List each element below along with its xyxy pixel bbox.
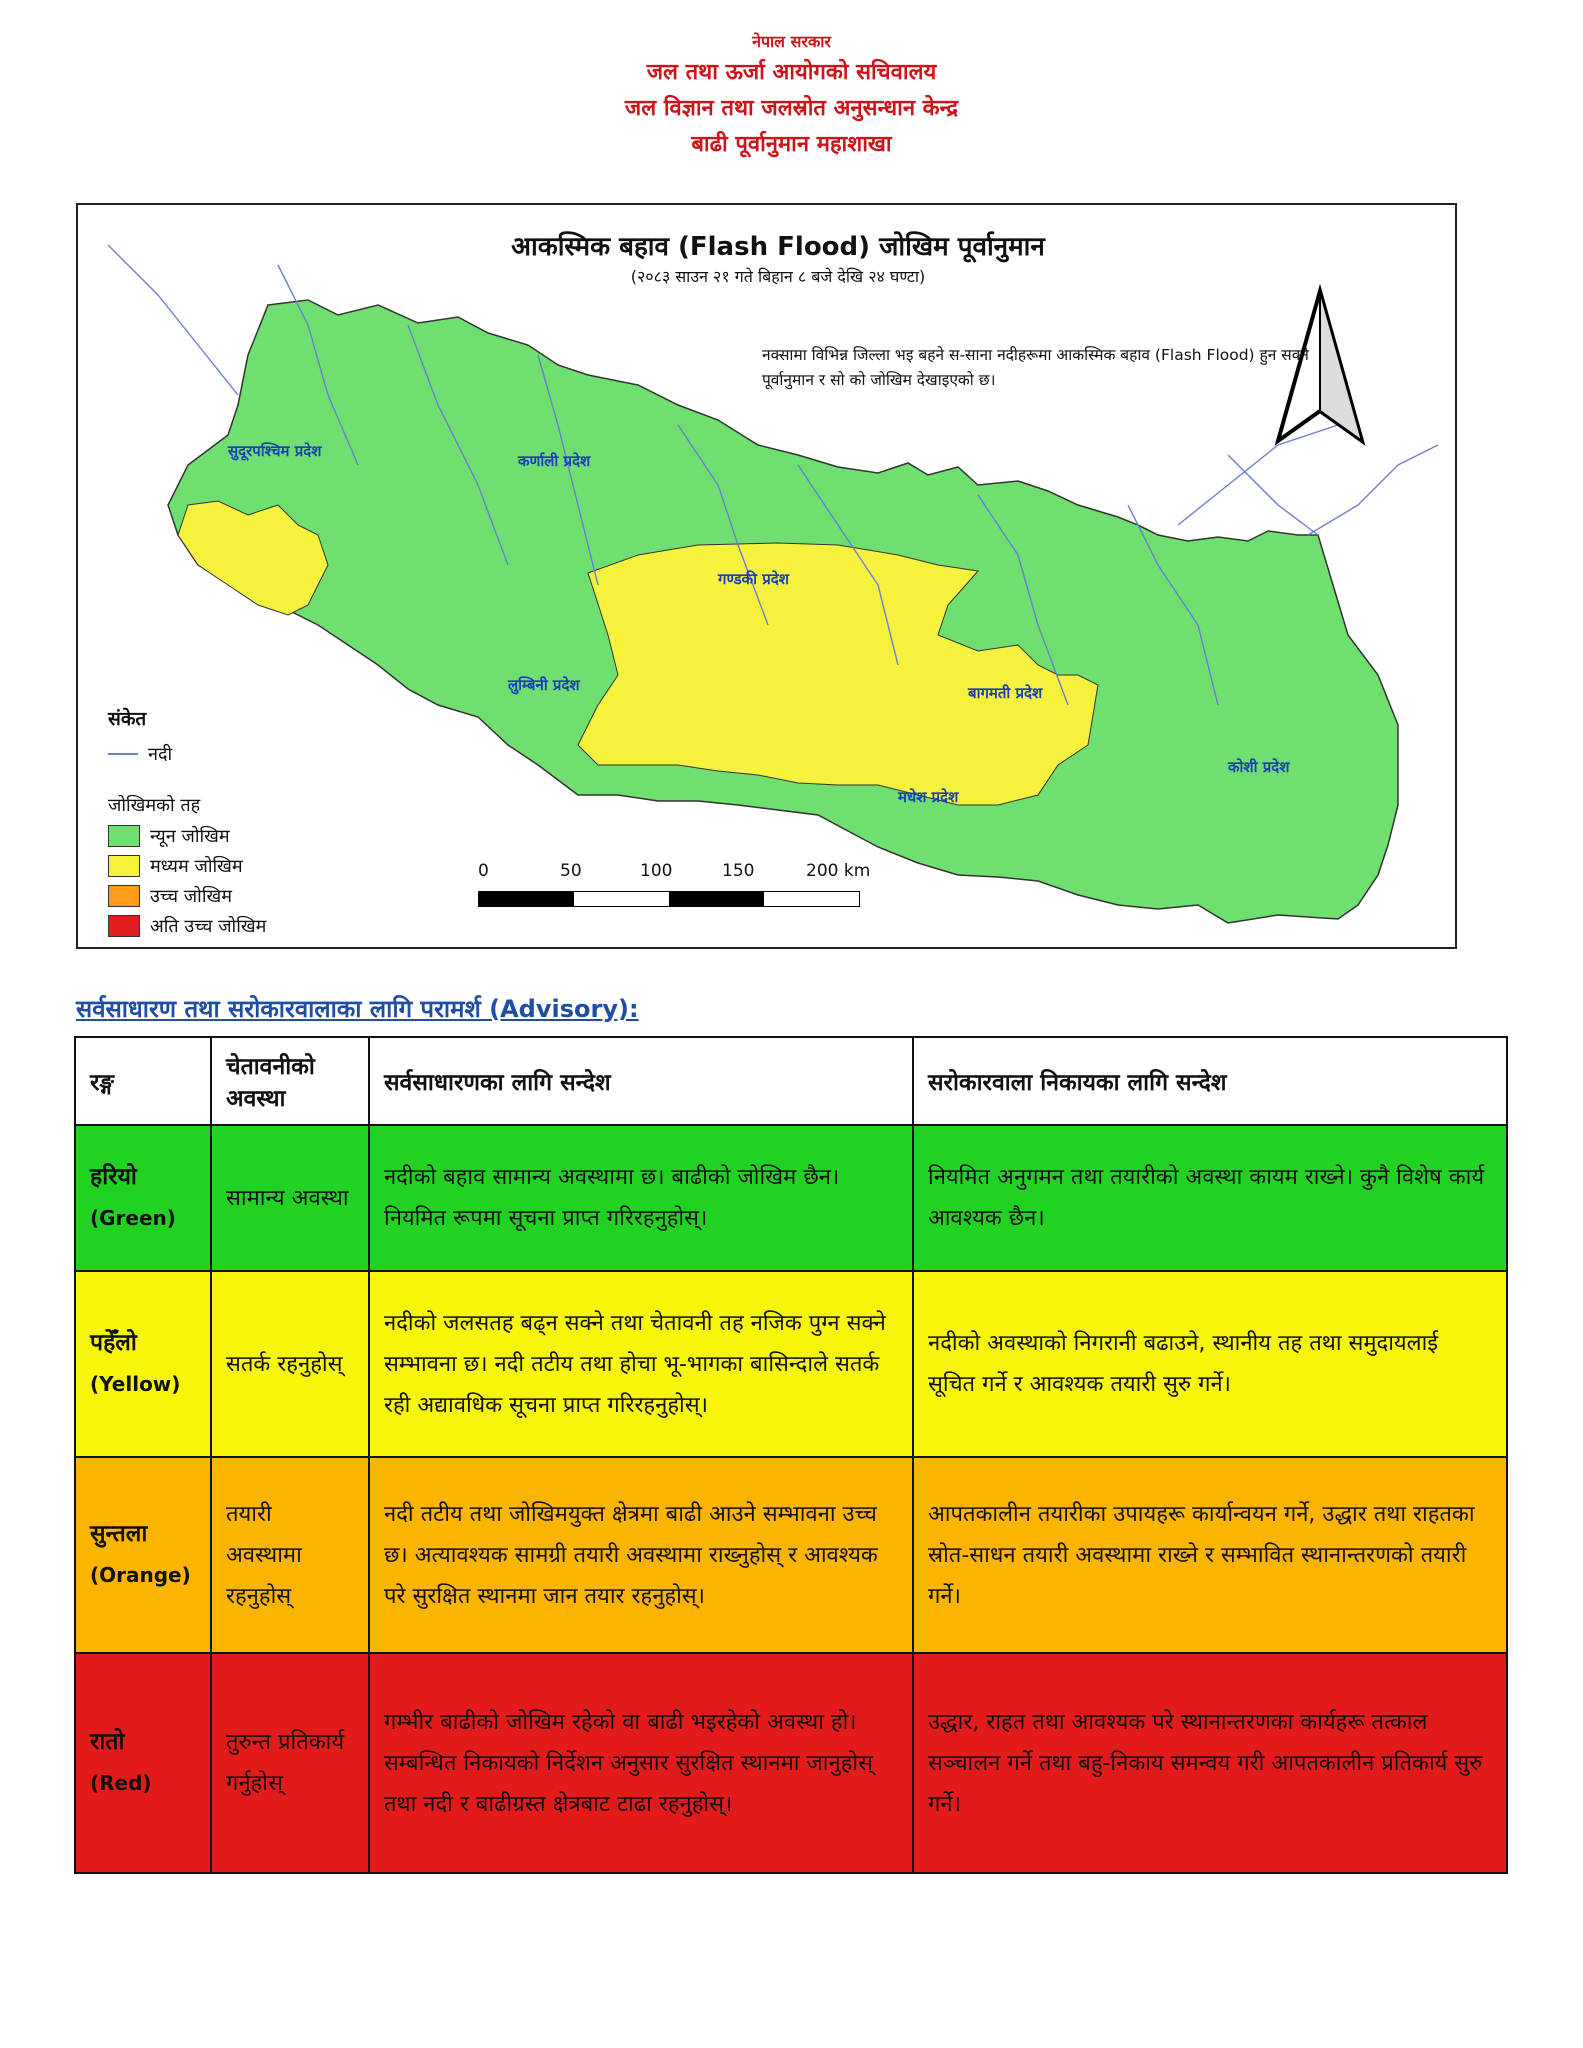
header-department: जल विज्ञान तथा जलस्रोत अनुसन्धान केन्द्र (624, 96, 959, 121)
table-row (75, 1271, 1507, 1457)
legend-river-row (108, 739, 408, 769)
public-message-cell: नदीको बहाव सामान्य अवस्थामा छ। बाढीको जोखिम छैन। नियमित रूपमा सूचना प्राप्त गरिरहनुहोस्। (369, 1125, 913, 1271)
legend-swatch-green (108, 825, 140, 847)
color-cell (75, 1457, 211, 1653)
province-label: लुम्बिनी प्रदेश (508, 676, 580, 694)
legend-level-row (108, 821, 408, 851)
color-cell (75, 1271, 211, 1457)
stakeholder-message-cell: नदीको अवस्थाको निगरानी बढाउने, स्थानीय तह तथा समुदायलाई सूचित गर्ने र आवश्यक तयारी सुरु गर्ने। (913, 1271, 1507, 1457)
map-subtitle: (२०८३ साउन २१ गते बिहान ८ बजे देखि २४ घण्टा) (630, 267, 926, 286)
public-message-cell: गम्भीर बाढीको जोखिम रहेको वा बाढी भइरहेको अवस्था हो। सम्बन्धित निकायको निर्देशन अनुसार सुरक्षित स्थानमा जानुहोस् तथा नदी र बाढीग्रस्त क्षेत्रबाट टाढा रहनुहोस्। (369, 1653, 913, 1873)
scale-segments (478, 891, 860, 907)
map-note: नक्सामा विभिन्न जिल्ला भइ बहने स-साना नदीहरूमा आकस्मिक बहाव (Flash Flood) हुन सक्ने पूर्वानुमान र सो को जोखिम देखाइएको छ। (762, 346, 1309, 389)
legend-level-row (108, 911, 408, 941)
legend-swatch-orange (108, 885, 140, 907)
color-name-en: (Orange) (90, 1563, 191, 1587)
province-label: मधेश प्रदेश (898, 788, 959, 806)
stakeholder-message-cell: उद्धार, राहत तथा आवश्यक परे स्थानान्तरणका कार्यहरू तत्काल सञ्चालन गर्ने तथा बहु-निकाय समन्वय गरी आपतकालीन प्रतिकार्य सुरु गर्ने। (913, 1653, 1507, 1873)
legend-level-row (108, 851, 408, 881)
scale-label: 200 km (806, 861, 871, 881)
color-name: रातो (90, 1729, 125, 1755)
legend-risk-title: जोखिमको तह (108, 795, 201, 816)
province-label: कोशी प्रदेश (1228, 758, 1290, 776)
table-row (75, 1125, 1507, 1271)
legend-swatch-yellow (108, 855, 140, 877)
map-legend (108, 705, 408, 941)
advisory-heading: सर्वसाधारण तथा सरोकारवालाका लागि परामर्श (Advisory): (76, 995, 639, 1023)
legend-title: संकेत (108, 708, 147, 730)
color-name-en: (Red) (90, 1771, 152, 1795)
legend-swatch-red (108, 915, 140, 937)
column-header: सर्वसाधारणका लागि सन्देश (369, 1037, 913, 1125)
scale-label: 0 (478, 861, 489, 881)
flash-flood-map (76, 203, 1457, 949)
column-header: सरोकारवाला निकायका लागि सन्देश (913, 1037, 1507, 1125)
legend-level-row (108, 881, 408, 911)
map-title: आकस्मिक बहाव (Flash Flood) जोखिम पूर्वानुमान (511, 232, 1045, 262)
map-scale-bar (478, 861, 928, 907)
table-row (75, 1457, 1507, 1653)
advisory-table (74, 1036, 1508, 1874)
header-division: बाढी पूर्वानुमान महाशाखा (691, 132, 892, 157)
header-government: नेपाल सरकार (752, 32, 831, 51)
header-secretariat: जल तथा ऊर्जा आयोगको सचिवालय (646, 60, 937, 85)
table-header-row (75, 1037, 1507, 1125)
scale-label: 100 (640, 861, 673, 881)
public-message-cell: नदी तटीय तथा जोखिमयुक्त क्षेत्रमा बाढी आउने सम्भावना उच्च छ। अत्यावश्यक सामग्री तयारी अवस्थामा राख्नुहोस् र आवश्यक परे सुरक्षित स्थानमा जान तयार रहनुहोस्। (369, 1457, 913, 1653)
color-name-en: (Yellow) (90, 1372, 181, 1396)
legend-river-label: नदी (148, 744, 173, 765)
province-label: सुदूरपश्चिम प्रदेश (228, 442, 322, 460)
legend-level-label: न्यून जोखिम (150, 826, 230, 847)
scale-label: 50 (560, 861, 582, 881)
color-name-en: (Green) (90, 1206, 176, 1230)
status-cell: तयारी अवस्थामा रहनुहोस् (211, 1457, 369, 1653)
column-header: रङ्ग (75, 1037, 211, 1125)
status-cell: सतर्क रहनुहोस् (211, 1271, 369, 1457)
stakeholder-message-cell: नियमित अनुगमन तथा तयारीको अवस्था कायम राख्ने। कुनै विशेष कार्य आवश्यक छैन। (913, 1125, 1507, 1271)
public-message-cell: नदीको जलसतह बढ्न सक्ने तथा चेतावनी तह नजिक पुग्न सक्ने सम्भावना छ। नदी तटीय तथा होचा भू-भागका बासिन्दाले सतर्क रही अद्यावधिक सूचना प्राप्त गरिरहनुहोस्। (369, 1271, 913, 1457)
status-cell: तुरुन्त प्रतिकार्य गर्नुहोस् (211, 1653, 369, 1873)
color-cell (75, 1125, 211, 1271)
color-name: हरियो (90, 1164, 137, 1190)
legend-level-label: अति उच्च जोखिम (150, 916, 267, 937)
color-name: सुन्तला (90, 1521, 148, 1547)
stakeholder-message-cell: आपतकालीन तयारीका उपायहरू कार्यान्वयन गर्ने, उद्धार तथा राहतका स्रोत-साधन तयारी अवस्थामा राख्ने र सम्भावित स्थानान्तरणको तयारी गर्ने। (913, 1457, 1507, 1653)
legend-level-label: उच्च जोखिम (150, 886, 232, 907)
province-label: कर्णाली प्रदेश (518, 452, 591, 470)
province-label: गण्डकी प्रदेश (718, 570, 789, 588)
province-label: बागमती प्रदेश (968, 684, 1043, 702)
table-row (75, 1653, 1507, 1873)
status-cell: सामान्य अवस्था (211, 1125, 369, 1271)
column-header: चेतावनीको अवस्था (211, 1037, 369, 1125)
color-name: पहेँलो (90, 1330, 137, 1356)
color-cell (75, 1653, 211, 1873)
scale-label: 150 (722, 861, 755, 881)
river-line-icon (108, 753, 138, 755)
legend-level-label: मध्यम जोखिम (150, 856, 243, 877)
